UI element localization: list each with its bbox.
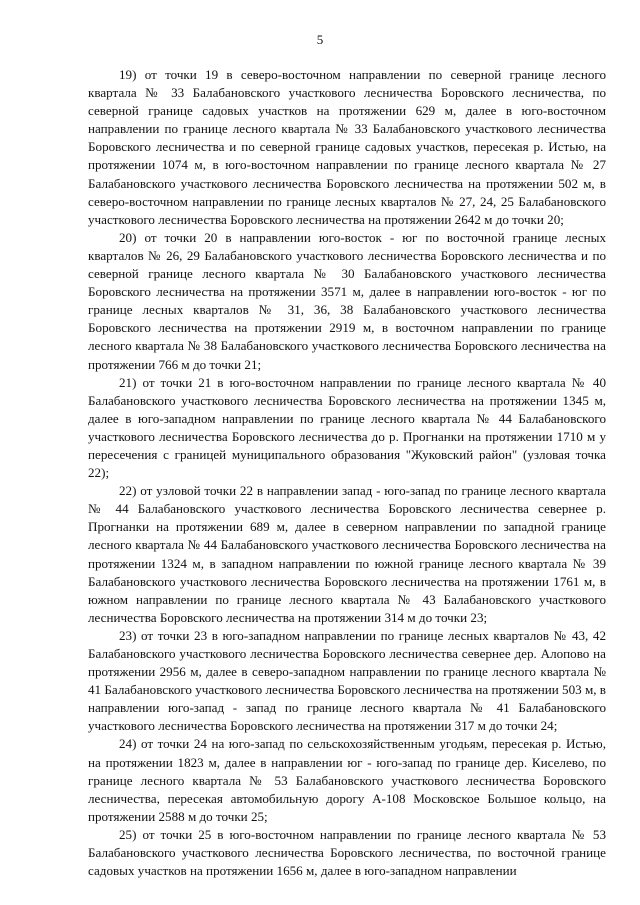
paragraph-19: 19) от точки 19 в северо-восточном направлении по северной границе лесного квартала № 33 Балабановского участкового лесничества Боровского лесничества, по северной границе садовых участков на протяжении 629 м, далее в юго-восточном направлении по границе лесного квартала № 33 Балабановского участкового лесничества Боровского лесничества и по северной границе садовых участков, пересекая р. Истью, на протяжении 1074 м, в юго-восточном направлении по границе лесного квартала № 27 Балабановского участкового лесничества Боровского лесничества на протяжении 502 м, в северо-восточном направлении по границе лесных кварталов № 27, 24, 25 Балабановского участкового лесничества Боровского лесничества на протяжении 2642 м до точки 20; bbox=[88, 67, 606, 227]
paragraph-20: 20) от точки 20 в направлении юго-восток - юг по восточной границе лесных кварталов № 26, 29 Балабановского участкового лесничества Боровского лесничества и по северной границе лесного квартала № 30 Балабановского участкового лесничества Боровского лесничества на протяжении 3571 м, далее в направлении юго-восток - юг по границе лесных кварталов № 31, 36, 38 Балабановского участкового лесничества Боровского лесничества на протяжении 2919 м, в восточном направлении по границе лесного квартала № 38 Балабановского участкового лесничества Боровского лесничества на протяжении 766 м до точки 21; bbox=[88, 229, 606, 372]
paragraph-23: 23) от точки 23 в юго-западном направлении по границе лесных кварталов № 43, 42 Балабановского участкового лесничества Боровского лесничества севернее дер. Алопово на протяжении 2956 м, далее в северо-западном направлении по границе лесного квартала № 41 Балабановского участкового лесничества Боровского лесничества на протяжении 503 м, в направлении юго-запад - запад по границе лесного квартала № 41 Балабановского участкового лесничества Боровского лесничества на протяжении 317 м до точки 24; bbox=[88, 627, 606, 734]
page-number: 5 bbox=[316, 32, 324, 47]
document-body bbox=[88, 66, 606, 880]
paragraph-22: 22) от узловой точки 22 в направлении запад - юго-запад по границе лесного квартала № 44 Балабановского участкового лесничества Боровского лесничества севернее р. Прогнанки на протяжении 689 м, далее в северном направлении по западной границе лесного квартала № 44 Балабановского участкового лесничества Боровского лесничества на протяжении 1324 м, в западном направлении по южной границе лесного квартала № 39 Балабановского участкового лесничества Боровского лесничества на протяжении 1761 м, в южном направлении по границе лесного квартала № 43 Балабановского участкового лесничества Боровского лесничества на протяжении 314 м до точки 23; bbox=[88, 483, 606, 625]
paragraph-25: 25) от точки 25 в юго-восточном направлении по границе лесного квартала № 53 Балабановского участкового лесничества Боровского лесничества, по восточной границе садовых участков на протяжении 1656 м, далее в юго-западном направлении bbox=[88, 826, 606, 879]
paragraph-24: 24) от точки 24 на юго-запад по сельскохозяйственным угодьям, пересекая р. Истью, на протяжении 1823 м, далее в направлении юг - юго-запад по границе дер. Киселево, по границе лесного квартала № 53 Балабановского участкового лесничества Боровского лесничества, пересекая автомобильную дорогу А-108 Московское Большое кольцо, на протяжении 2588 м до точки 25; bbox=[88, 736, 606, 824]
paragraph-21: 21) от точки 21 в юго-восточном направлении по границе лесного квартала № 40 Балабановского участкового лесничества Боровского лесничества на протяжении 1345 м, далее в юго-западном направлении по границе лесного квартала № 44 Балабановского участкового лесничества Боровского лесничества до р. Прогнанки на протяжении 1710 м у пересечения с границей муниципального образования "Жуковский район" (узловая точка 22); bbox=[88, 374, 606, 481]
